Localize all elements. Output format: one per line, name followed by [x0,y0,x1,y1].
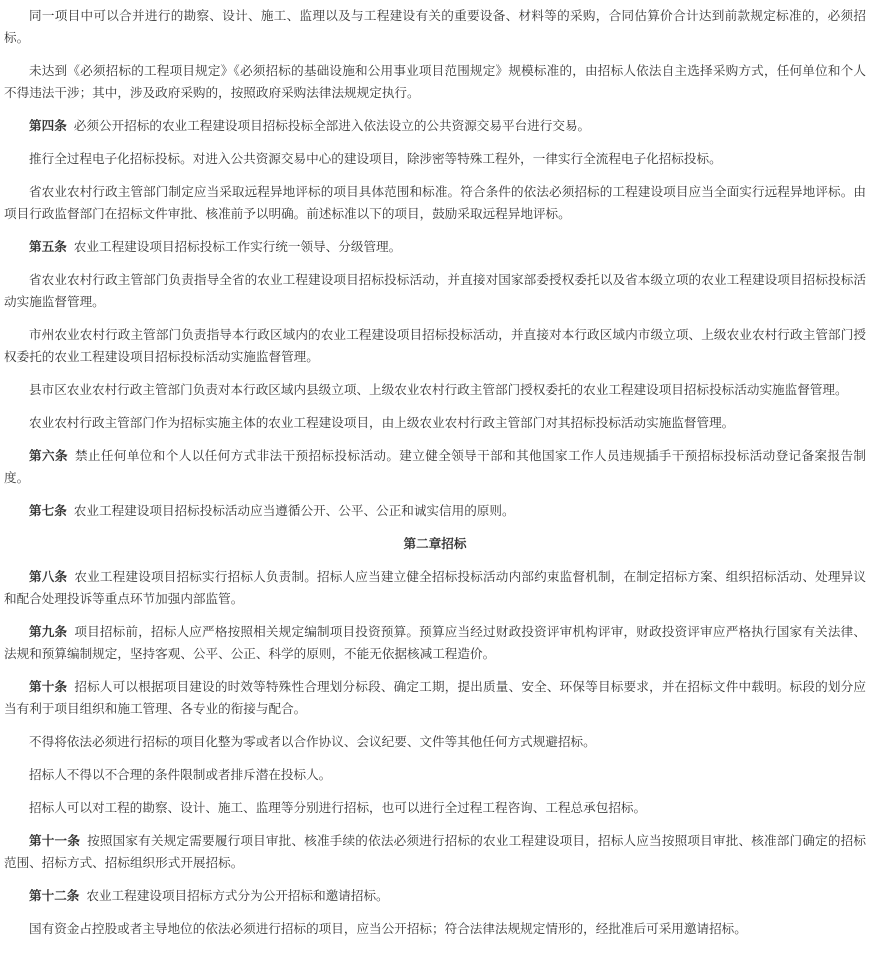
article-12 [4,885,866,907]
paragraph [4,797,866,819]
paragraph-text: 国有资金占控股或者主导地位的依法必须进行招标的项目，应当公开招标；符合法律法规规定情形的，经批准后可采用邀请招标。 [29,921,747,936]
paragraph-text: 未达到《必须招标的工程项目规定》《必须招标的基础设施和公用事业项目范围规定》规模标准的，由招标人依法自主选择采购方式，任何单位和个人不得违法干涉；其中，涉及政府采购的，按照政府采购法律法规规定执行。 [4,63,866,100]
paragraph-text: 农业工程建设项目招标实行招标人负责制。招标人应当建立健全招标投标活动内部约束监督机制，在制定招标方案、组织招标活动、处理异议和配合处理投诉等重点环节加强内部监管。 [4,569,867,606]
article-4 [4,115,866,137]
paragraph [4,412,866,434]
paragraph-text: 招标人不得以不合理的条件限制或者排斥潜在投标人。 [29,767,332,782]
article-10 [4,676,866,720]
paragraph-text: 同一项目中可以合并进行的勘察、设计、施工、监理以及与工程建设有关的重要设备、材料等的采购，合同估算价合计达到前款规定标准的，必须招标。 [4,8,866,45]
paragraph-text: 必须公开招标的农业工程建设项目招标投标全部进入依法设立的公共资源交易平台进行交易。 [73,118,591,133]
article-number: 第七条 [29,503,67,518]
article-number: 第八条 [29,569,68,584]
paragraph-text: 市州农业农村行政主管部门负责指导本行政区域内的农业工程建设项目招标投标活动，并直接对本行政区域内市级立项、上级农业农村行政主管部门授权委托的农业工程建设项目招标投标活动实施监督管理。 [4,327,866,364]
paragraph [4,731,866,753]
chapter-heading: 第二章招标 [403,536,467,551]
paragraph [4,379,866,401]
article-11 [4,830,866,874]
paragraph-text: 招标人可以根据项目建设的时效等特殊性合理划分标段、确定工期，提出质量、安全、环保等目标要求，并在招标文件中载明。标段的划分应当有利于项目组织和施工管理、各专业的衔接与配合。 [4,679,867,716]
paragraph-text: 农业工程建设项目招标方式分为公开招标和邀请招标。 [86,888,389,903]
paragraph [4,764,866,786]
paragraph [4,60,866,104]
paragraph [4,269,866,313]
paragraph [4,181,866,225]
paragraph-text: 按照国家有关规定需要履行项目审批、核准手续的依法必须进行招标的农业工程建设项目，招标人应当按照项目审批、核准部门确定的招标范围、招标方式、招标组织形式开展招标。 [4,833,867,870]
paragraph [4,148,866,170]
paragraph-text: 农业工程建设项目招标投标活动应当遵循公开、公平、公正和诚实信用的原则。 [73,503,515,518]
paragraph-text: 招标人可以对工程的勘察、设计、施工、监理等分别进行招标，也可以进行全过程工程咨询、工程总承包招标。 [29,800,647,815]
document-body [0,5,869,951]
paragraph-text: 省农业农村行政主管部门负责指导全省的农业工程建设项目招标投标活动，并直接对国家部委授权委托以及省本级立项的农业工程建设项目招标投标活动实施监督管理。 [4,272,866,309]
article-number: 第五条 [29,239,67,254]
article-number: 第六条 [29,448,68,463]
paragraph-text: 省农业农村行政主管部门制定应当采取远程异地评标的项目具体范围和标准。符合条件的依法必须招标的工程建设项目应当全面实行远程异地评标。由项目行政监督部门在招标文件审批、核准前予以明确。前述标准以下的项目，鼓励采取远程异地评标。 [4,184,866,221]
article-number: 第九条 [29,624,68,639]
paragraph [4,918,866,940]
article-8 [4,566,866,610]
article-9 [4,621,866,665]
paragraph-text: 推行全过程电子化招标投标。对进入公共资源交易中心的建设项目，除涉密等特殊工程外，一律实行全流程电子化招标投标。 [29,151,722,166]
paragraph-text: 项目招标前，招标人应严格按照相关规定编制项目投资预算。预算应当经过财政投资评审机构评审，财政投资评审应严格执行国家有关法律、法规和预算编制规定，坚持客观、公平、公正、科学的原则，不能无依据核减工程造价。 [4,624,867,661]
paragraph [4,5,866,49]
paragraph-text: 农业农村行政主管部门作为招标实施主体的农业工程建设项目，由上级农业农村行政主管部门对其招标投标活动实施监督管理。 [29,415,735,430]
article-5 [4,236,866,258]
paragraph-text: 县市区农业农村行政主管部门负责对本行政区域内县级立项、上级农业农村行政主管部门授权委托的农业工程建设项目招标投标活动实施监督管理。 [29,382,848,397]
article-number: 第十二条 [29,888,80,903]
paragraph-text: 农业工程建设项目招标投标工作实行统一领导、分级管理。 [73,239,402,254]
article-number: 第十一条 [29,833,81,848]
paragraph-text: 禁止任何单位和个人以任何方式非法干预招标投标活动。建立健全领导干部和其他国家工作人员违规插手干预招标投标活动登记备案报告制度。 [4,448,867,485]
article-number: 第十条 [29,679,68,694]
article-7 [4,500,866,522]
paragraph-text: 不得将依法必须进行招标的项目化整为零或者以合作协议、会议纪要、文件等其他任何方式规避招标。 [29,734,596,749]
paragraph [4,324,866,368]
article-6 [4,445,866,489]
article-number: 第四条 [29,118,67,133]
